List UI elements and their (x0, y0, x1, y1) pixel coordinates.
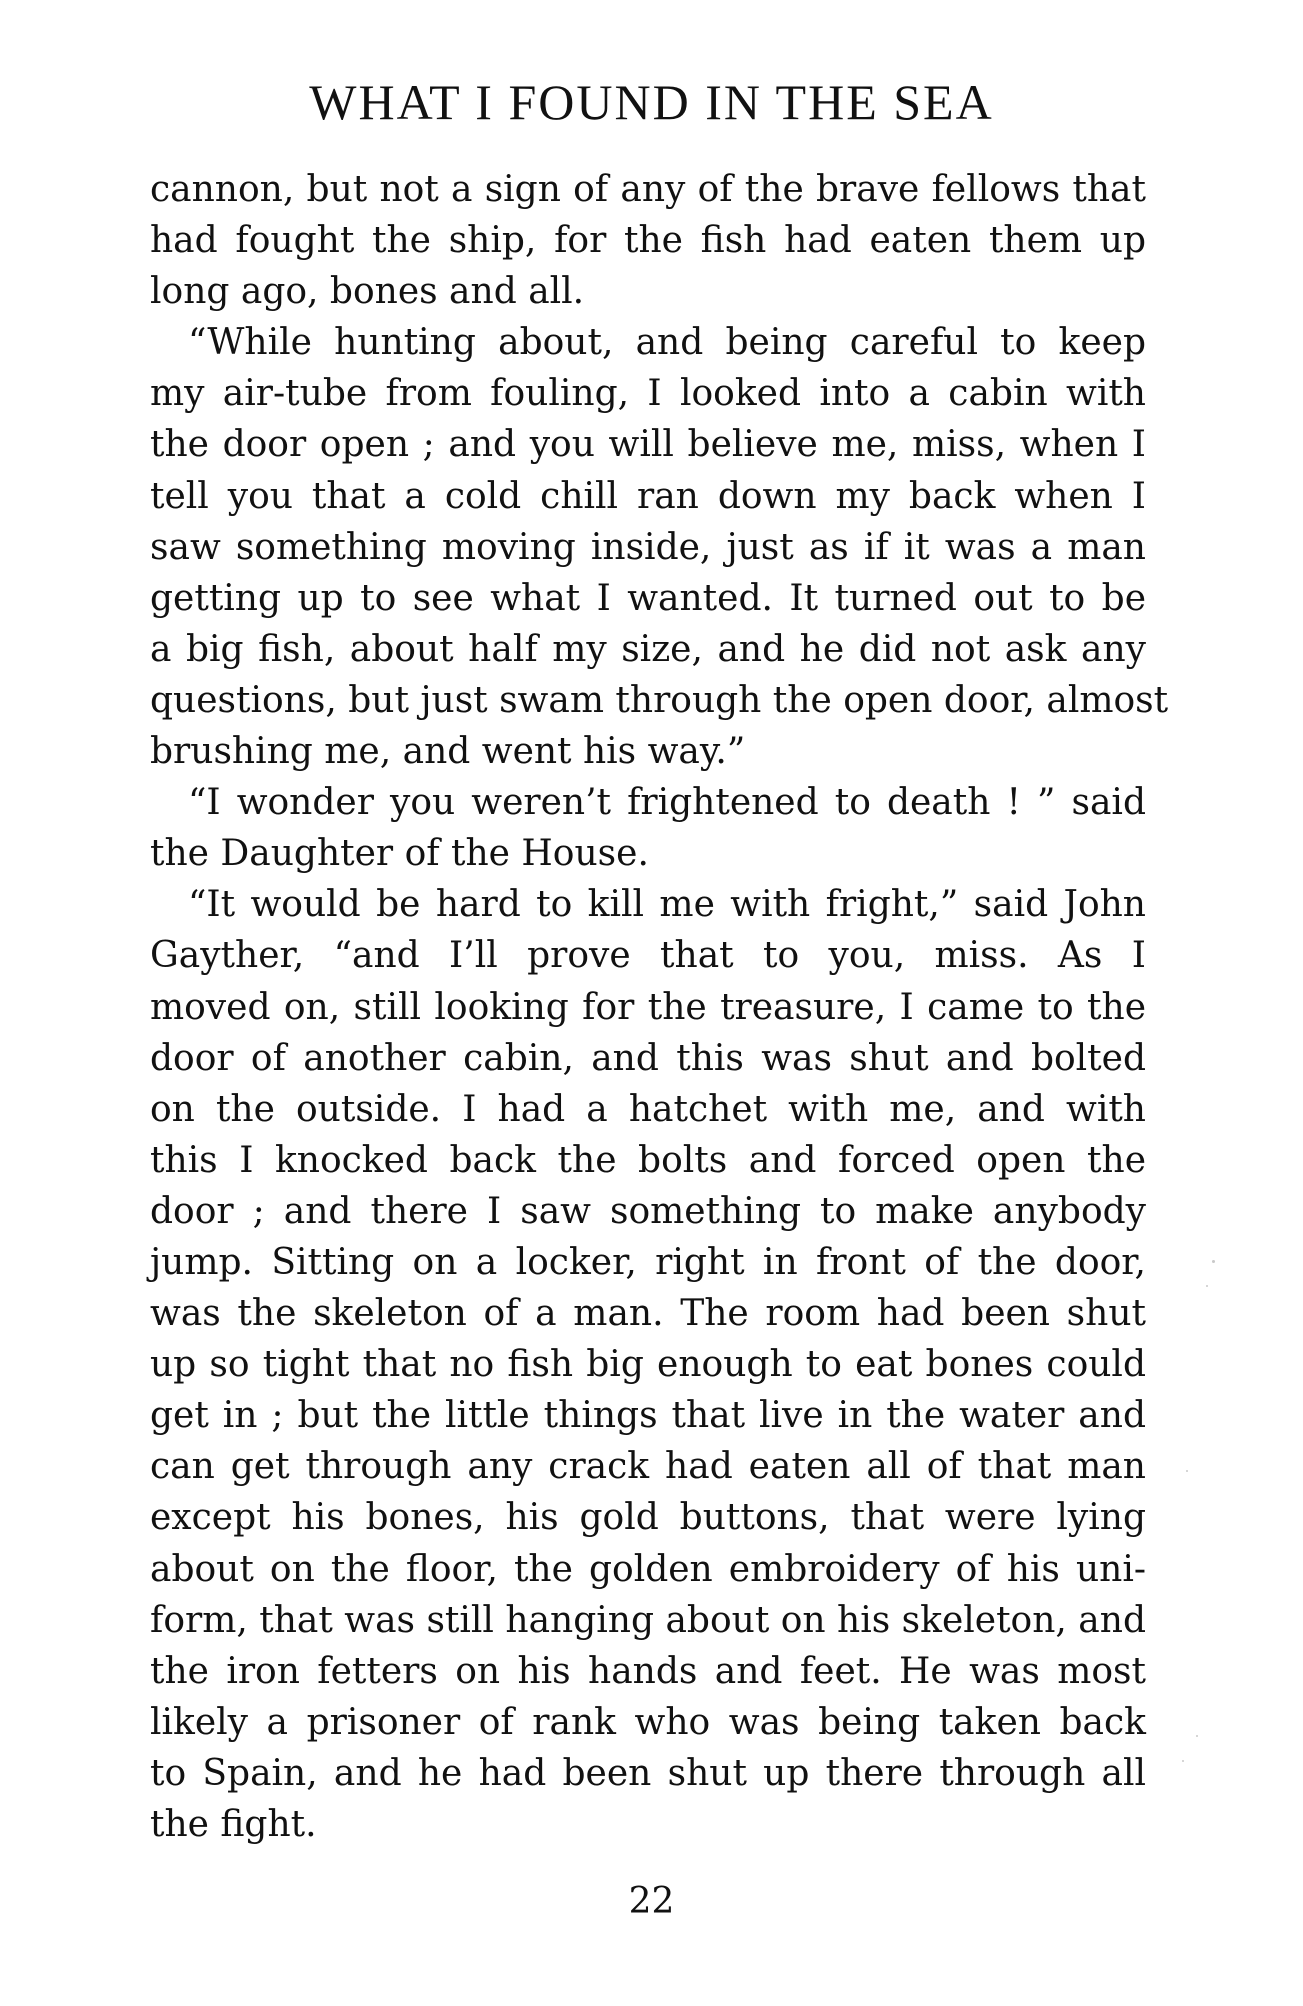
text-line: tell you that a cold chill ran down my back when I (150, 475, 1146, 517)
text-line: long ago, bones and all. (150, 271, 585, 313)
text-line: “I wonder you weren’t frightened to death ! ” said (188, 782, 1146, 824)
text-line: “While hunting about, and being careful to keep (188, 322, 1146, 364)
text-line: questions, but just swam through the open door, almost (150, 679, 1169, 721)
text-line: a big fish, about half my size, and he did not ask any (150, 628, 1146, 670)
scan-speck (1186, 1470, 1188, 1472)
text-line: jump. Sitting on a locker, right in front of the door, (150, 1241, 1146, 1283)
text-line: get in ; but the little things that live in the water and (150, 1395, 1146, 1437)
text-line: except his bones, his gold buttons, that were lying (150, 1497, 1146, 1539)
text-line: the iron fetters on his hands and feet. He was most (150, 1650, 1146, 1692)
text-line: cannon, but not a sign of any of the brave fellows that (150, 169, 1146, 210)
text-line: to Spain, and he had been shut up there through all (150, 1752, 1146, 1794)
text-line: this I knocked back the bolts and forced open the (150, 1139, 1146, 1181)
body-text (150, 164, 1169, 1850)
text-line: was the skeleton of a man. The room had been shut (150, 1293, 1146, 1335)
scan-speck (1206, 1285, 1208, 1287)
text-line: “It would be hard to kill me with fright,” said John (188, 884, 1146, 926)
text-line: the door open ; and you will believe me, miss, when I (150, 424, 1146, 466)
text-line: moved on, still looking for the treasure, I came to the (150, 986, 1146, 1028)
text-line: door of another cabin, and this was shut and bolted (150, 1037, 1146, 1079)
text-line: the Daughter of the House. (150, 833, 649, 875)
text-line: can get through any crack had eaten all of that man (150, 1446, 1146, 1488)
text-line: brushing me, and went his way.” (150, 731, 746, 773)
scan-speck (1196, 1735, 1198, 1737)
text-line: getting up to see what I wanted. It turned out to be (150, 577, 1146, 619)
text-line: saw something moving inside, just as if it was a man (150, 526, 1146, 568)
text-line: had fought the ship, for the fish had eaten them up (150, 220, 1146, 262)
text-line: Gayther, “and I’ll prove that to you, miss. As I (150, 935, 1146, 977)
scan-speck (1212, 1260, 1215, 1263)
text-line: the fight. (150, 1804, 317, 1845)
text-line: up so tight that no fish big enough to eat bones could (150, 1344, 1146, 1386)
text-line: my air-tube from fouling, I looked into a cabin with (150, 373, 1146, 415)
text-line: door ; and there I saw something to make anybody (150, 1190, 1146, 1232)
text-line: form, that was still hanging about on his skeleton, and (150, 1599, 1146, 1641)
running-head: WHAT I FOUND IN THE SEA (309, 74, 994, 130)
text-line: likely a prisoner of rank who was being taken back (150, 1701, 1146, 1743)
text-line: on the outside. I had a hatchet with me, and with (150, 1088, 1146, 1130)
scan-speck (1182, 1760, 1184, 1762)
text-line: about on the floor, the golden embroidery of his uni- (150, 1548, 1146, 1590)
page-number: 22 (628, 1881, 675, 1922)
